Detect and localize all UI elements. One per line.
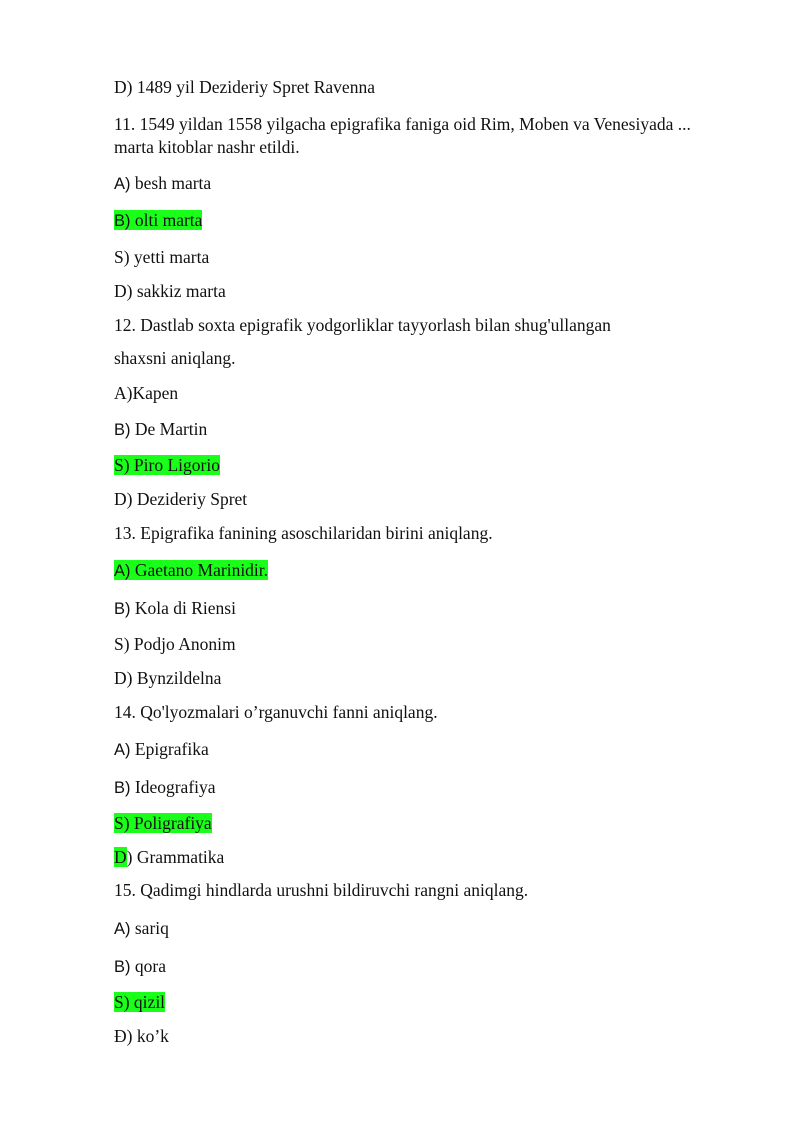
option-line: B) De Martin: [114, 419, 208, 439]
option-line: A)Kapen: [114, 383, 179, 403]
option-line: A) besh marta: [114, 173, 212, 193]
option-line: B) Ideografiya: [114, 777, 216, 797]
question-line: shaxsni aniqlang.: [114, 348, 236, 368]
option-line: D) Bynzildelna: [114, 668, 222, 688]
correct-answer-line: A) Gaetano Marinidir.: [114, 560, 269, 580]
correct-answer-line: S) qizil: [114, 992, 166, 1012]
question-line: marta kitoblar nashr etildi.: [114, 137, 300, 157]
option-line: D) Grammatika: [114, 847, 225, 867]
correct-answer-line: B) olti marta: [114, 210, 203, 230]
question-line: 11. 1549 yildan 1558 yilgacha epigrafika faniga oid Rim, Moben va Venesiyada ...: [114, 114, 691, 134]
option-line: A) sariq: [114, 918, 169, 938]
question-line: 15. Qadimgi hindlarda urushni bildiruvchi rangni aniqlang.: [114, 880, 529, 900]
option-line: D) Dezideriy Spret: [114, 489, 248, 509]
option-line: A) Epigrafika: [114, 739, 209, 759]
correct-answer-line: S) Poligrafiya: [114, 813, 212, 833]
option-line: S) yetti marta: [114, 247, 210, 267]
option-line: B) Kola di Riensi: [114, 598, 236, 618]
question-line: 13. Epigrafika fanining asoschilaridan birini aniqlang.: [114, 523, 493, 543]
option-line: Đ) ko’k: [114, 1026, 169, 1046]
correct-answer-line: S) Piro Ligorio: [114, 455, 220, 475]
option-line: S) Podjo Anonim: [114, 634, 236, 654]
option-line: D) 1489 yil Dezideriy Spret Ravenna: [114, 77, 375, 97]
option-line: D) sakkiz marta: [114, 281, 226, 301]
question-line: 14. Qo'lyozmalari o’rganuvchi fanni aniqlang.: [114, 702, 438, 722]
question-line: 12. Dastlab soxta epigrafik yodgorliklar tayyorlash bilan shug'ullangan: [114, 315, 611, 335]
option-line: B) qora: [114, 956, 166, 976]
